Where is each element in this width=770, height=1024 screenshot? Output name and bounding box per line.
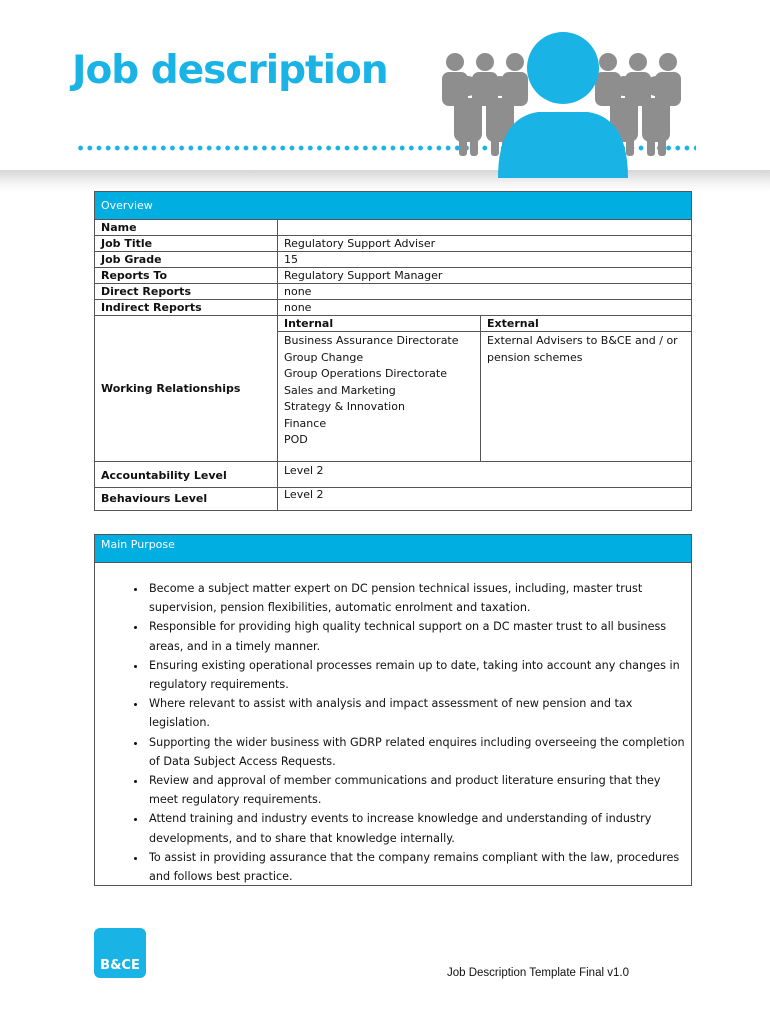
accountability-label: Accountability Level [95, 462, 278, 488]
purpose-list [95, 579, 691, 886]
row-value: 15 [278, 252, 692, 268]
list-item: • Supporting the wider business with GDRP related enquires including overseeing the completion of Data Subject Access Requests. [147, 733, 691, 771]
accountability-value: Level 2 [278, 462, 692, 488]
list-item: • Ensuring existing operational processes remain up to date, taking into account any changes in regulatory requirements. [147, 656, 691, 694]
list-item: • Review and approval of member communications and product literature ensuring that they meet regulatory requirements. [147, 771, 691, 809]
table-row [95, 268, 692, 284]
table-row [95, 220, 692, 236]
row-label: Name [95, 220, 278, 236]
row-label: Reports To [95, 268, 278, 284]
table-row [95, 300, 692, 316]
row-value: none [278, 284, 692, 300]
list-item: • Attend training and industry events to increase knowledge and understanding of industry developments, and to share that knowledge internally. [147, 809, 691, 847]
list-item: POD [284, 433, 308, 446]
table-row [95, 252, 692, 268]
table-row [95, 236, 692, 252]
internal-list [278, 332, 481, 462]
page-title: Job description [72, 48, 388, 93]
list-item: Group Change [284, 350, 364, 364]
company-logo: B&CE [94, 928, 146, 978]
row-value: none [278, 300, 692, 316]
external-list [481, 332, 692, 462]
people-group-icon [428, 28, 698, 178]
list-item: Group Operations Directorate [284, 367, 447, 380]
behaviours-label: Behaviours Level [95, 488, 278, 511]
row-label: Indirect Reports [95, 300, 278, 316]
internal-heading: Internal [278, 316, 481, 332]
list-item: • Become a subject matter expert on DC pension technical issues, including, master trust supervision, pension flexibilities, automatic enrolment and taxation. [147, 579, 691, 617]
row-value: Regulatory Support Adviser [278, 236, 692, 252]
row-value [278, 220, 692, 236]
main-purpose-section [94, 534, 692, 886]
list-item: Business Assurance Directorate [284, 334, 459, 347]
table-row [95, 316, 692, 332]
behaviours-value: Level 2 [278, 488, 692, 511]
overview-table [94, 191, 692, 511]
list-item: External Advisers to B&CE and / or pension schemes [487, 334, 678, 364]
list-item: • Where relevant to assist with analysis and impact assessment of new pension and tax legislation. [147, 694, 691, 732]
external-heading: External [481, 316, 692, 332]
list-item: • Responsible for providing high quality technical support on a DC master trust to all business areas, and in a timely manner. [147, 617, 691, 655]
row-value: Regulatory Support Manager [278, 268, 692, 284]
footer-doc-label: Job Description Template Final v1.0 [447, 967, 629, 979]
working-relationships-label: Working Relationships [95, 316, 278, 462]
table-row [95, 462, 692, 488]
list-item: Finance [284, 416, 327, 430]
row-label: Direct Reports [95, 284, 278, 300]
list-item: Strategy & Innovation [284, 400, 405, 413]
page-header [0, 0, 770, 190]
list-item: Sales and Marketing [284, 383, 396, 397]
table-row [95, 488, 692, 511]
row-label: Job Title [95, 236, 278, 252]
table-row [95, 284, 692, 300]
list-item: • To assist in providing assurance that the company remains compliant with the law, procedures and follows best practice. [147, 848, 691, 886]
overview-heading: Overview [95, 192, 692, 220]
row-label: Job Grade [95, 252, 278, 268]
main-purpose-heading: Main Purpose [95, 535, 691, 563]
